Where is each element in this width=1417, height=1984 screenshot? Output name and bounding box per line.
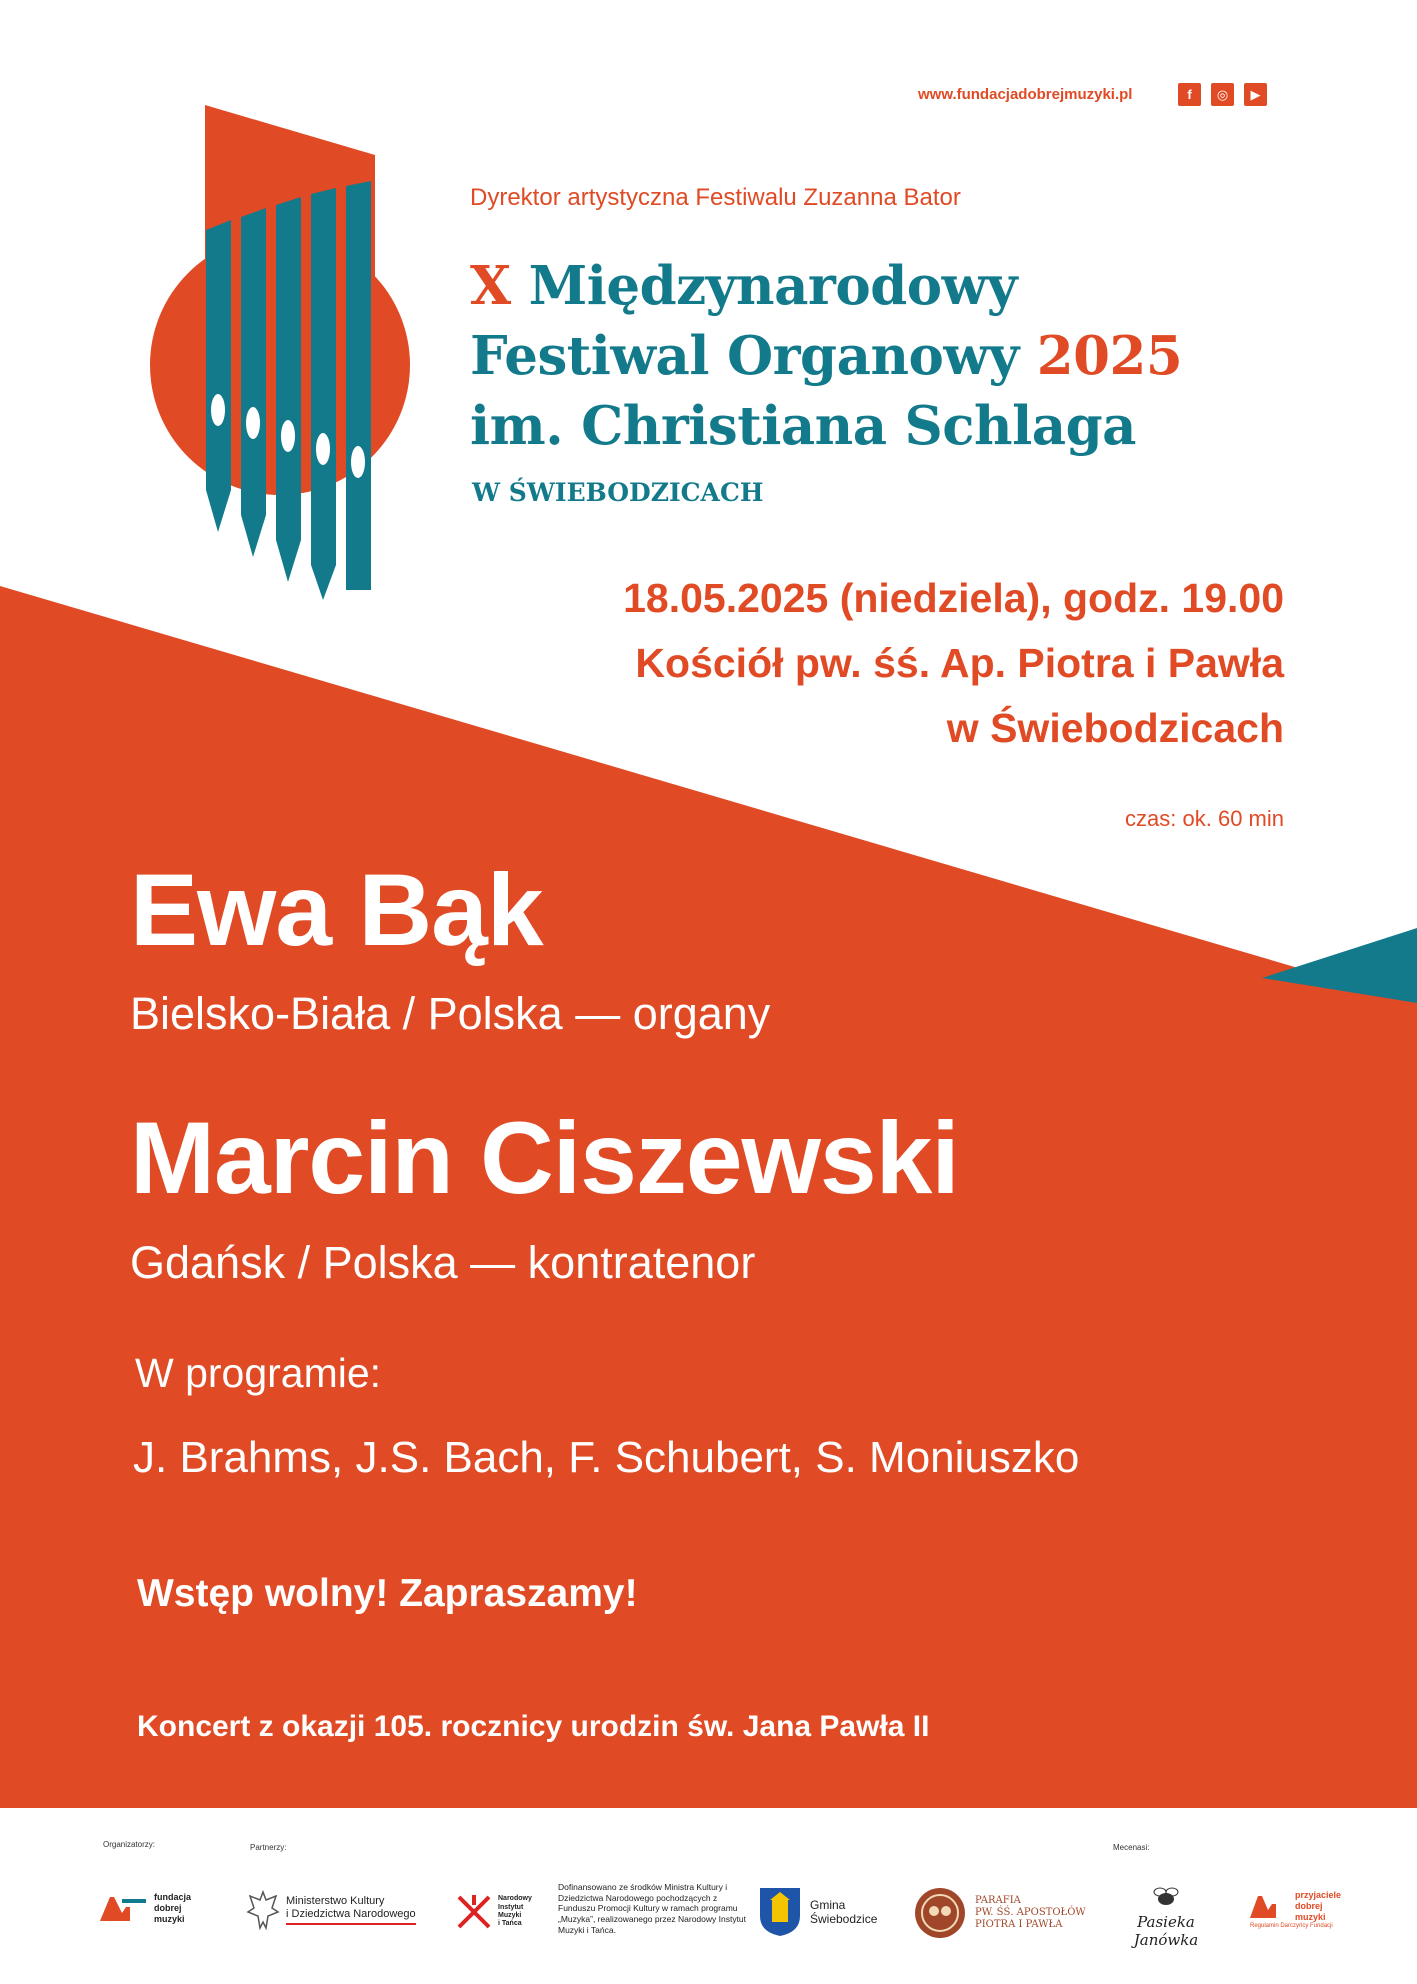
friends-subtitle: Regulamin Darczyńcy Fundacji (1250, 1923, 1333, 1930)
program-heading: W programie: (135, 1350, 382, 1396)
parish-logo (913, 1886, 1086, 1940)
edition-numeral: X (470, 255, 511, 317)
friends-logo-text: przyjaciele dobrej muzyki (1295, 1890, 1342, 1922)
performer-name-2: Marcin Ciszewski (130, 1101, 959, 1215)
performer-role-2: Gdańsk / Polska — kontratenor (130, 1237, 756, 1288)
event-venue-line1: Kościół pw. śś. Ap. Piotra i Pawła (635, 640, 1284, 686)
event-date: 18.05.2025 (niedziela), godz. 19.00 (623, 575, 1284, 621)
performer-name-1: Ewa Bąk (130, 853, 543, 967)
funding-note: Dofinansowano ze środków Ministra Kultury i Dziedzictwa Narodowego pochodzących z Funduszu Promocji Kultury w ramach programu „Muzyka”, realizowanego przez Narodowy Instytut Muzyki i Tańca. (558, 1882, 747, 1935)
organ-pipes-logo (130, 100, 460, 600)
youtube-icon[interactable]: ▶ (1244, 83, 1267, 106)
coat-of-arms-icon (758, 1886, 802, 1938)
nimit-logo (455, 1893, 532, 1931)
performer-role-1: Bielsko-Biała / Polska — organy (130, 988, 771, 1039)
foundation-logo-text: fundacja dobrej muzyki (154, 1892, 192, 1924)
foundation-logo (100, 1892, 191, 1924)
partners-label: Partnerzy: (250, 1843, 287, 1852)
concert-occasion: Koncert z okazji 105. rocznicy urodzin św. Jana Pawła II (137, 1710, 930, 1743)
festival-location: W ŚWIEBODZICACH (472, 478, 764, 507)
festival-title-line2 (470, 325, 1182, 387)
ministry-logo (246, 1890, 416, 1930)
foundation-mark-icon (100, 1893, 148, 1923)
eagle-emblem-icon (246, 1890, 280, 1930)
artistic-director: Dyrektor artystyczna Festiwalu Zuzanna Bator (470, 184, 961, 211)
parish-seal-icon (913, 1886, 967, 1940)
festival-title-line3: im. Christiana Schlaga (470, 395, 1136, 457)
patrons-label: Mecenasi: (1113, 1843, 1150, 1852)
event-duration: czas: ok. 60 min (1125, 806, 1284, 831)
organizers-label: Organizatorzy: (103, 1840, 156, 1849)
facebook-icon[interactable]: f (1178, 83, 1201, 106)
instagram-icon[interactable]: ◎ (1211, 83, 1234, 106)
friends-logo (1250, 1890, 1341, 1929)
parish-logo-text: PARAFIA PW. ŚŚ. APOSTOŁÓW PIOTRA I PAWŁA (975, 1895, 1086, 1930)
program-composers: J. Brahms, J.S. Bach, F. Schubert, S. Moniuszko (133, 1433, 1080, 1482)
gmina-logo-text: Gmina Świebodzice (810, 1897, 878, 1926)
title-organ-festival: Festiwal Organowy (470, 325, 1019, 387)
bee-icon (1151, 1886, 1181, 1908)
pasieka-logo-text: Pasieka Janówka (1133, 1913, 1199, 1949)
nimit-logo-text: Narodowy Instytut Muzyki i Tańca (498, 1895, 532, 1928)
festival-title-line1 (470, 255, 1017, 317)
pasieka-logo (1106, 1886, 1226, 1949)
website-link[interactable]: www.fundacjadobrejmuzyki.pl (918, 86, 1133, 103)
admission-note: Wstęp wolny! Zapraszamy! (137, 1572, 638, 1615)
title-international: Międzynarodowy (528, 255, 1018, 317)
festival-year: 2025 (1036, 325, 1183, 387)
event-venue-line2: w Świebodzicach (946, 705, 1284, 751)
friends-mark-icon (1250, 1892, 1290, 1920)
nimit-mark-icon (455, 1893, 493, 1931)
ministry-logo-text: Ministerstwo Kultury i Dziedzictwa Narodowego (286, 1895, 416, 1925)
gmina-logo (758, 1886, 877, 1938)
